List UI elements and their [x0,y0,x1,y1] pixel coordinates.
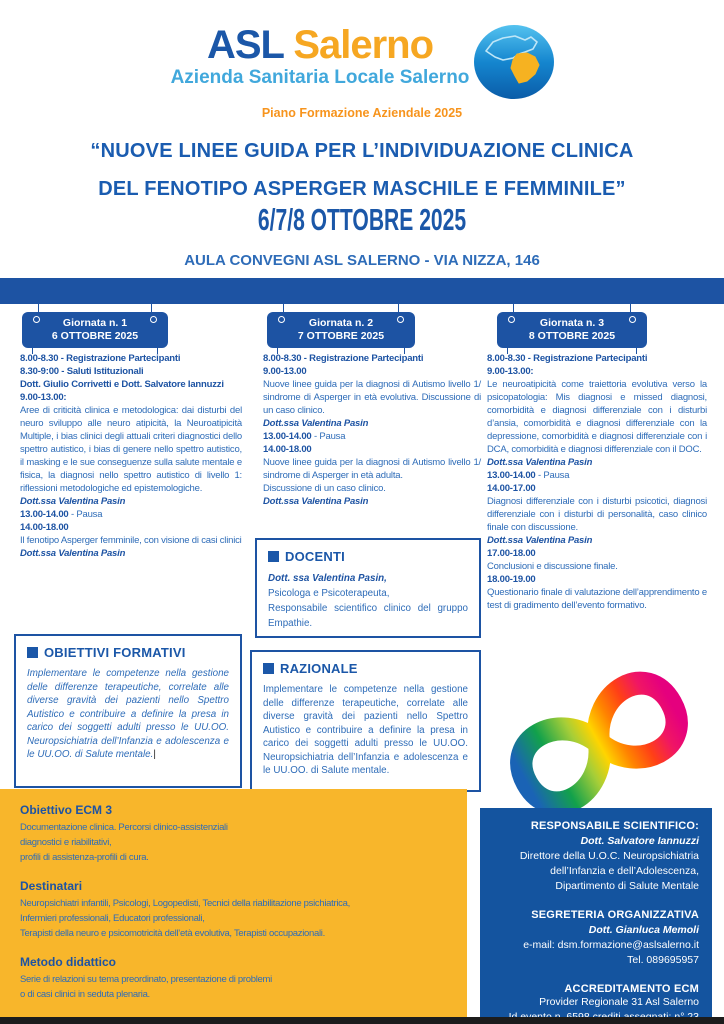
day-badge-line1: Giornata n. 3 [539,317,605,329]
schedule-line: Diagnosi differenziale con i disturbi psicotici, diagnosi differenziale con i disturbi di personalità, caso clinico finale con discussione. [487,496,707,533]
docenti-body [268,571,468,631]
info-blue-panel [480,808,712,1017]
schedule-line: 8.00-8.30 - Registrazione Partecipanti [487,353,648,364]
day-badge-line2: 6 OTTOBRE 2025 [51,330,139,342]
schedule-line [20,508,242,521]
schedule-line: Dott.ssa Valentina Pasin [487,535,593,546]
schedule-line: Dott.ssa Valentina Pasin [263,418,369,429]
brand-asl-text: ASL [206,23,284,67]
text-cursor: | [153,749,156,760]
event-date: 6/7/8 OTTOBRE 2025 [257,202,467,237]
schedule-line: Dott. Giulio Corrivetti e Dott. Salvatore Iannuzzi [20,379,224,390]
square-bullet-icon [27,647,38,658]
schedule-line: Il fenotipo Asperger femminile, con visione di casi clinici [20,535,242,546]
badge-pin-icon [629,316,636,323]
day-badge-1 [22,312,168,348]
schedule-line: Dott.ssa Valentina Pasin [20,496,126,507]
day-badge-line2: 7 OTTOBRE 2025 [297,330,385,342]
bottom-edge-strip [0,1017,724,1024]
campania-region-logo-icon [473,24,555,100]
brand-subtitle: Azienda Sanitaria Locale Salerno [170,67,470,88]
ecm-section-line: Documentazione clinica. Percorsi clinico-assistenziali [20,822,228,833]
schedule-line [487,469,707,482]
razionale-label-row [263,661,468,676]
ecm-section-line: Neuropsichiatri infantili, Psicologi, Logopedisti, Tecnici della riabilitazione psichiatrica, [20,898,350,909]
ecm-section-line: Infermieri professionali, Educatori professionali, [20,913,205,924]
docenti-line: Psicologa e Psicoterapeuta, [268,588,390,599]
schedule-line: 8.00-8.30 - Registrazione Partecipanti [20,353,181,364]
ecm-section [20,803,441,865]
schedule-line: 8.30-9:00 - Saluti Istituzionali [20,366,144,377]
docenti-label-row [268,549,468,564]
day-badge-line2: 8 OTTOBRE 2025 [528,330,616,342]
schedule-line [263,430,481,443]
info-heading: ACCREDITAMENTO ECM [564,983,699,995]
plan-label: Piano Formazione Aziendale 2025 [261,106,463,120]
schedule-line: Dott.ssa Valentina Pasin [487,457,593,468]
badge-string [151,303,152,312]
badge-pin-icon [33,316,40,323]
day-column-2 [263,352,481,508]
obiettivi-label-row [27,645,229,660]
ecm-section-line: o di casi clinici in seduta plenaria. [20,989,150,1000]
schedule-line: Questionario finale di valutazione dell’apprendimento e test di gradimento dell’evento formativo. [487,587,707,611]
info-line: e-mail: dsm.formazione@aslsalerno.it [523,939,699,951]
ecm-section-heading: Metodo didattico [20,955,116,969]
day-column-1 [20,352,242,560]
day-badge-line1: Giornata n. 1 [62,317,128,329]
divider-bar [0,278,724,304]
obiettivi-box [14,634,242,788]
event-title-line1: “NUOVE LINEE GUIDA PER L’INDIVIDUAZIONE CLINICA [90,140,634,162]
schedule-line: 17.00-18.00 [487,548,536,559]
docenti-line: Responsabile scientifico clinico del gruppo Empathie. [268,603,468,629]
schedule-line: 9.00-13.00: [20,392,67,403]
schedule-line: Dott.ssa Valentina Pasin [20,548,126,559]
day-badge-line1: Giornata n. 2 [308,317,374,329]
schedule-time: 13.00-14.00 [263,431,312,442]
info-block [488,909,699,968]
schedule-rest: - Pausa [68,509,103,520]
badge-string [630,303,631,312]
obiettivi-body [27,667,229,762]
info-line: Dipartimento di Salute Mentale [555,880,699,892]
badge-string [513,303,514,312]
schedule-line: 18.00-19.00 [487,574,536,585]
day-badge-2 [267,312,415,348]
ecm-section-heading: Destinatari [20,879,83,893]
docenti-lines [268,586,468,631]
day-badge-3 [497,312,647,348]
docenti-box [255,538,481,638]
schedule-time: 13.00-14.00 [487,470,536,481]
info-heading: RESPONSABILE SCIENTIFICO: [530,820,699,832]
razionale-label: RAZIONALE [280,661,358,676]
badge-pin-icon [397,316,404,323]
schedule-line: Dott.ssa Valentina Pasin [263,496,369,507]
info-heading: SEGRETERIA ORGANIZZATIVA [531,909,699,921]
docenti-label: DOCENTI [285,549,345,564]
schedule-rest: - Pausa [535,470,570,481]
badge-string [38,303,39,312]
square-bullet-icon [263,663,274,674]
ecm-section [20,879,441,941]
info-line: Direttore della U.O.C. Neuropsichiatria [519,850,699,862]
schedule-line: Conclusioni e discussione finale. [487,561,618,572]
ecm-section-line: Terapisti della neuro e psicomotricità dell’età evolutiva, Terapisti occupazionali. [20,928,325,939]
ecm-section-line: diagnostici e riabilitativi, [20,837,112,848]
schedule-line: 9.00-13.00: [487,366,534,377]
schedule-line: 8.00-8.30 - Registrazione Partecipanti [263,353,424,364]
info-block [488,820,699,894]
schedule-line: 14.00-18.00 [263,444,312,455]
badge-string [398,303,399,312]
badge-string [283,303,284,312]
obiettivi-text: Implementare le competenze nella gestione delle differenze terapeutiche, correlate alle diverse gravità dei pazienti nello Spettro Autistico e contribuire a definire la presa in carico dei soggetti adulti presso le UU.OO. Neuropsichiatria dell’Infanzia e adolescenza e le UU.OO. di Salute mentale. [27,668,229,760]
razionale-text: Implementare le competenze nella gestione delle differenze terapeutiche, correlate alle diverse gravità dei pazienti nello Spettro Autistico e contribuire a definire la presa in carico dei soggetti adulti presso le UU.OO. Neuropsichiatria dell’Infanzia e adolescenza e le UU.OO. di Salute mentale. [263,684,468,776]
event-venue: AULA CONVEGNI ASL SALERNO - VIA NIZZA, 146 [184,252,540,269]
info-line: Provider Regionale 31 Asl Salerno [539,996,699,1008]
schedule-line: 9.00-13.00 [263,366,307,377]
badge-pin-icon [150,316,157,323]
info-line: Tel. 089695957 [627,954,699,966]
schedule-line: 14.00-18.00 [20,522,69,533]
schedule-line: Nuove linee guida per la diagnosi di Autismo livello 1/ sindrome di Asperger in età adulta. [263,457,481,481]
brand-salerno-text: Salerno [283,23,434,67]
event-title-line2: DEL FENOTIPO ASPERGER MASCHILE E FEMMINILE” [98,178,626,200]
schedule-line: Aree di criticità clinica e metodologica: dai disturbi del neuro sviluppo alle neuro atipicità, la Neuroatipicità Multiple, i bias clinici degli attuali criteri diagnostici dello spettro autistico, i bias di genere nello spettro autistico, il masking e le sue conseguenze sulla salute mentale e fisica, la diagnosi nello spettro autistico di livello 1: riflessioni metodologiche ed epistemologiche. [20,405,242,494]
badge-pin-icon [278,316,285,323]
razionale-box [250,650,481,792]
ecm-section-line: profili di assistenza-profili di cura. [20,852,149,863]
schedule-rest: - Pausa [311,431,346,442]
ecm-section-heading: Obiettivo ECM 3 [20,803,113,817]
square-bullet-icon [268,551,279,562]
schedule-line: 14.00-17.00 [487,483,536,494]
schedule-time: 13.00-14.00 [20,509,69,520]
schedule-line: Discussione di un caso clinico. [263,483,386,494]
day-column-3 [487,352,707,612]
badge-pin-icon [508,316,515,323]
info-person-name: Dott. Salvatore Iannuzzi [580,835,699,847]
schedule-line: Nuove linee guida per la diagnosi di Autismo livello 1/ sindrome di Asperger in età evolutiva. Discussione di un caso clinico. [263,379,481,416]
ecm-yellow-panel [0,789,467,1017]
info-line: dell’Infanzia e dell’Adolescenza, [550,865,699,877]
ecm-section-line: Serie di relazioni su tema preordinato, presentazione di problemi [20,974,272,985]
ecm-section [20,955,441,1002]
obiettivi-label: OBIETTIVI FORMATIVI [44,645,186,660]
docenti-author: Dott. ssa Valentina Pasin, [268,573,387,584]
info-person-name: Dott. Gianluca Memoli [588,924,699,936]
schedule-line: Le neuroatipicità come traiettoria evolutiva verso la psicopatologia: Mis diagnosi e missed diagnosi, comorbidità e diagnosi differenziale con i disturbi d’ansia, comorbidità e diagnosi differenziale con la depressione, comorbidità e diagnosi differenziale con i DCA, comorbidità e diagnosi differenziale con il DOC. [487,379,707,455]
